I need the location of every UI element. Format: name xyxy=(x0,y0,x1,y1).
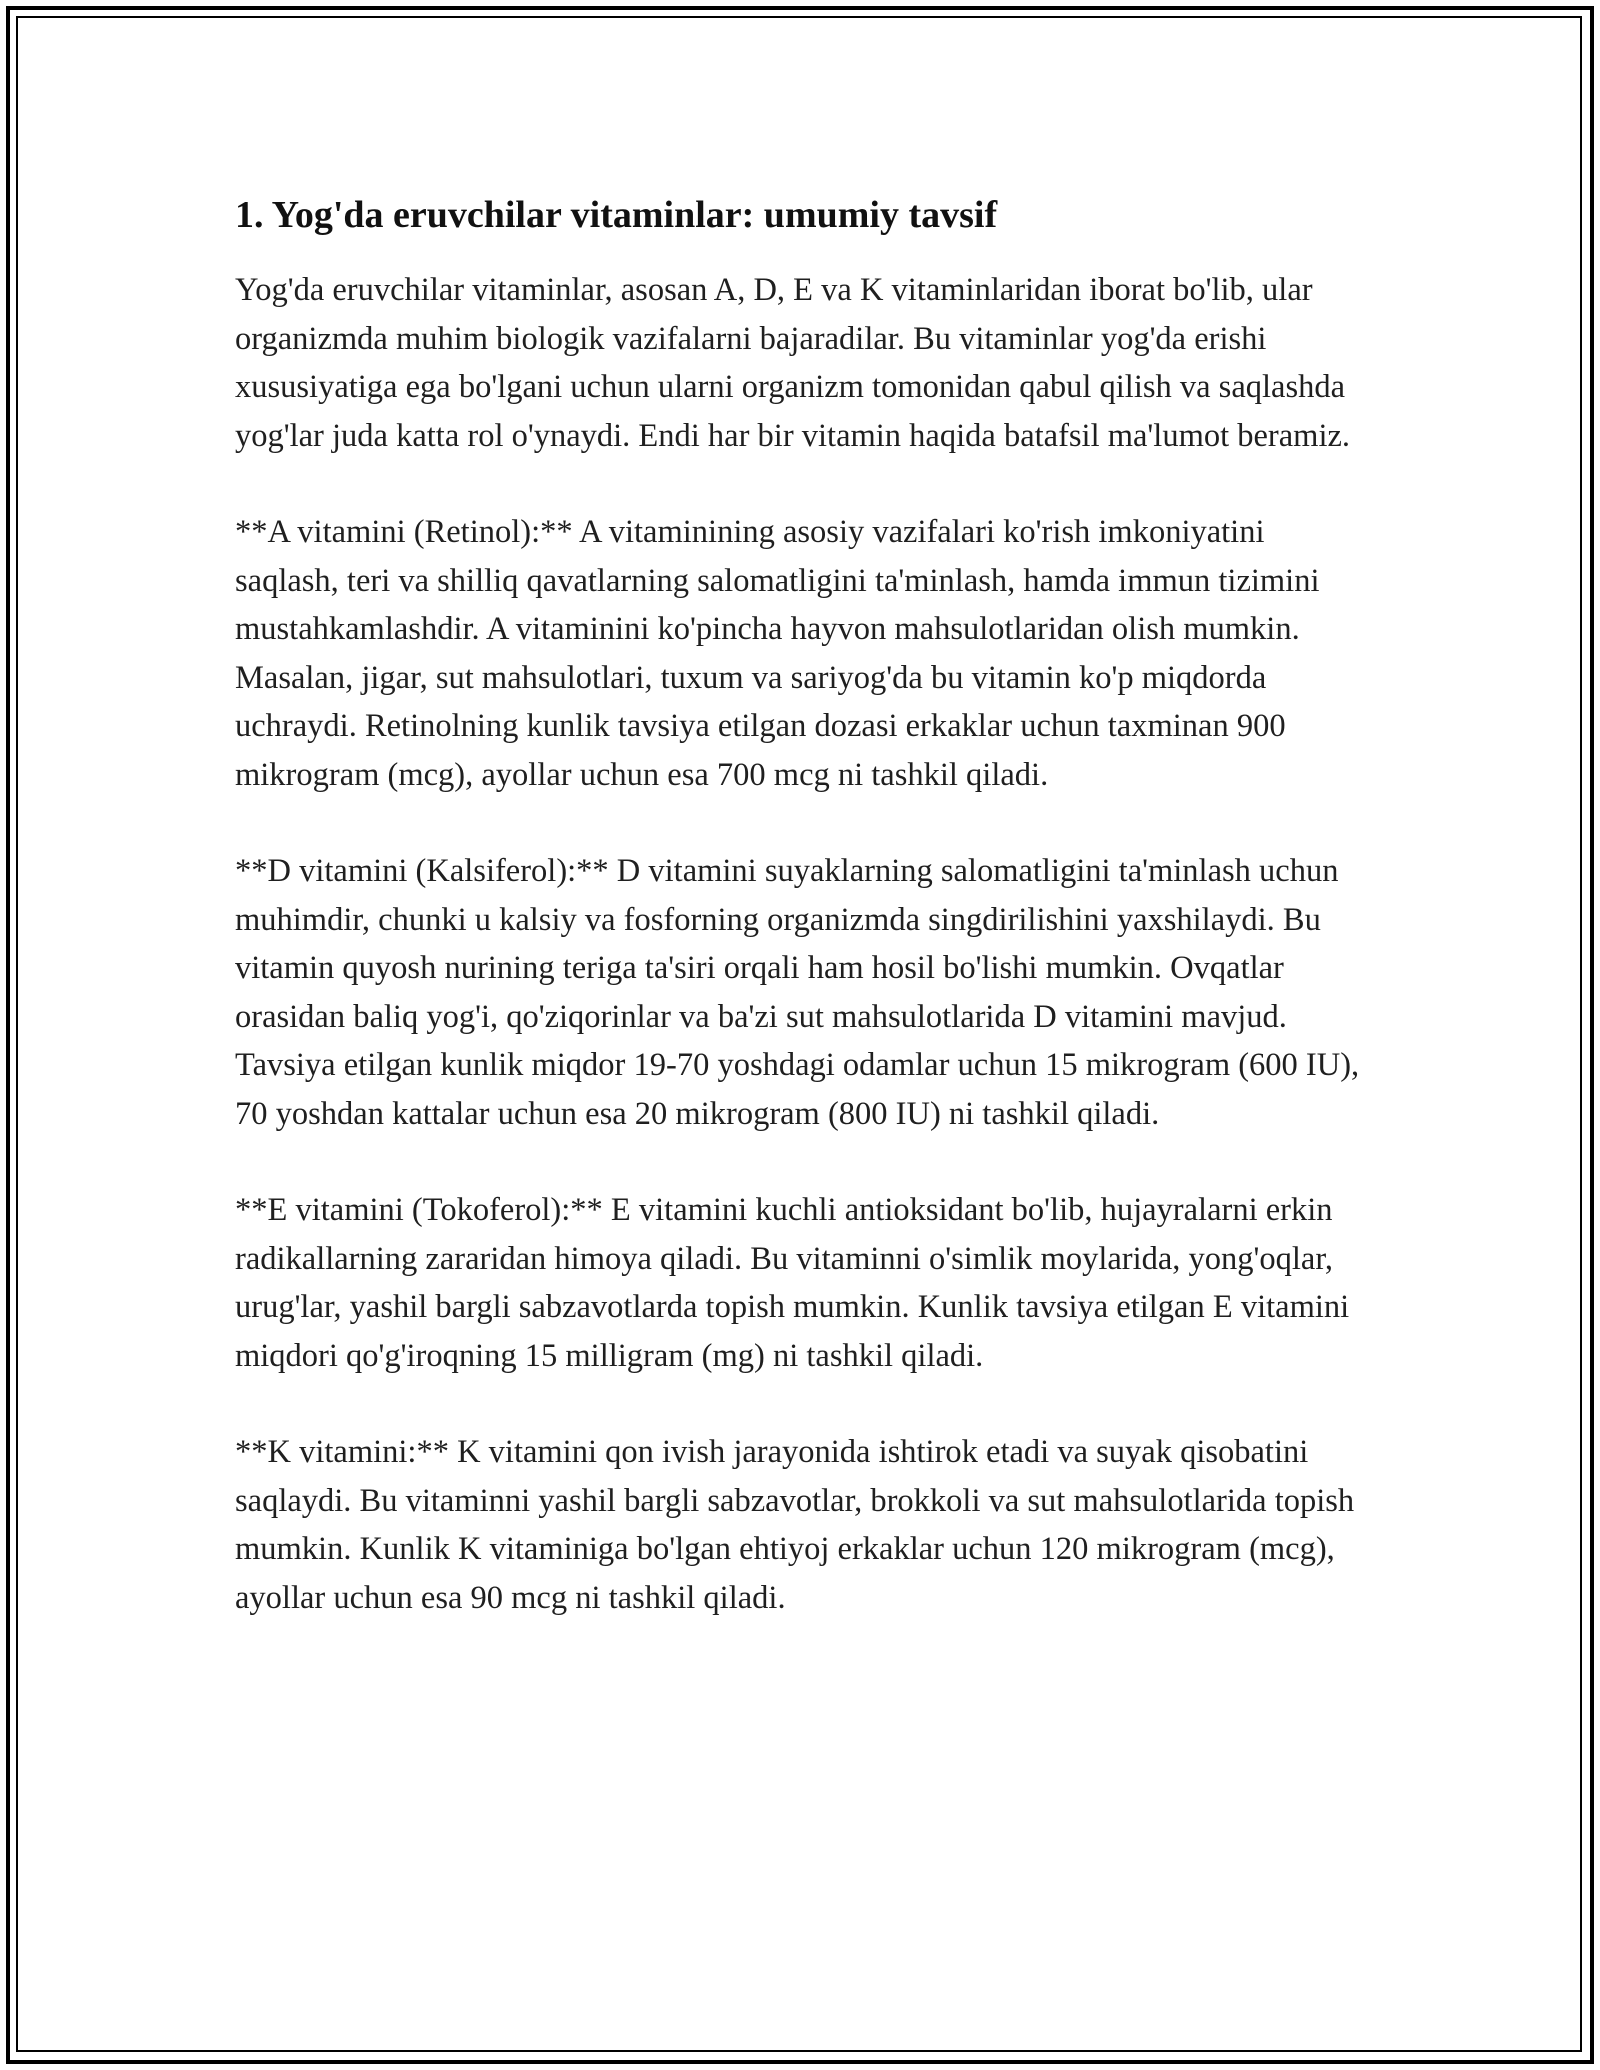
section-heading: 1. Yog'da eruvchilar vitaminlar: umumiy tavsif xyxy=(235,194,998,236)
intro-paragraph: Yog'da eruvchilar vitaminlar, asosan A, D, E va K vitaminlaridan iborat bo'lib, ular organizmda muhim biologik vazifalarni bajaradilar. Bu vitaminlar yog'da erishi xususiyatiga ega bo'lgani uchun ularni organizm tomonidan qabul qilish va saqlashda yog'lar juda katta rol o'ynaydi. Endi har bir vitamin haqida batafsil ma'lumot beramiz. xyxy=(235,272,1351,454)
vitamin-d-paragraph: **D vitamini (Kalsiferol):** D vitamini suyaklarning salomatligini ta'minlash uchun muhimdir, chunki u kalsiy va fosforning organizmda singdirilishini yaxshilaydi. Bu vitamin quyosh nurining teriga ta'siri orqali ham hosil bo'lishi mumkin. Ovqatlar orasidan baliq yog'i, qo'ziqorinlar va ba'zi sut mahsulotlarida D vitamini mavjud. Tavsiya etilgan kunlik miqdor 19-70 yoshdagi odamlar uchun 15 mikrogram (600 IU), 70 yoshdan kattalar uchun esa 20 mikrogram (800 IU) ni tashkil qiladi. xyxy=(235,853,1360,1132)
document-page xyxy=(235,190,1375,1670)
vitamin-e-paragraph: **E vitamini (Tokoferol):** E vitamini kuchli antioksidant bo'lib, hujayralarni erkin radikallarning zararidan himoya qiladi. Bu vitaminni o'simlik moylarida, yong'oqlar, urug'lar, yashil bargli sabzavotlarda topish mumkin. Kunlik tavsiya etilgan E vitamini miqdori qo'g'iroqning 15 milligram (mg) ni tashkil qiladi. xyxy=(235,1192,1350,1374)
vitamin-a-paragraph: **A vitamini (Retinol):** A vitaminining asosiy vazifalari ko'rish imkoniyatini saqlash, teri va shilliq qavatlarning salomatligini ta'minlash, hamda immun tizimini mustahkamlashdir. A vitaminini ko'pincha hayvon mahsulotlaridan olish mumkin. Masalan, jigar, sut mahsulotlari, tuxum va sariyog'da bu vitamin ko'p miqdorda uchraydi. Retinolning kunlik tavsiya etilgan dozasi erkaklar uchun taxminan 900 mikrogram (mcg), ayollar uchun esa 700 mcg ni tashkil qiladi. xyxy=(235,514,1320,793)
vitamin-k-paragraph: **K vitamini:** K vitamini qon ivish jarayonida ishtirok etadi va suyak qisobatini saqlaydi. Bu vitaminni yashil bargli sabzavotlar, brokkoli va sut mahsulotlarida topish mumkin. Kunlik K vitaminiga bo'lgan ehtiyoj erkaklar uchun 120 mikrogram (mcg), ayollar uchun esa 90 mcg ni tashkil qiladi. xyxy=(235,1434,1355,1616)
